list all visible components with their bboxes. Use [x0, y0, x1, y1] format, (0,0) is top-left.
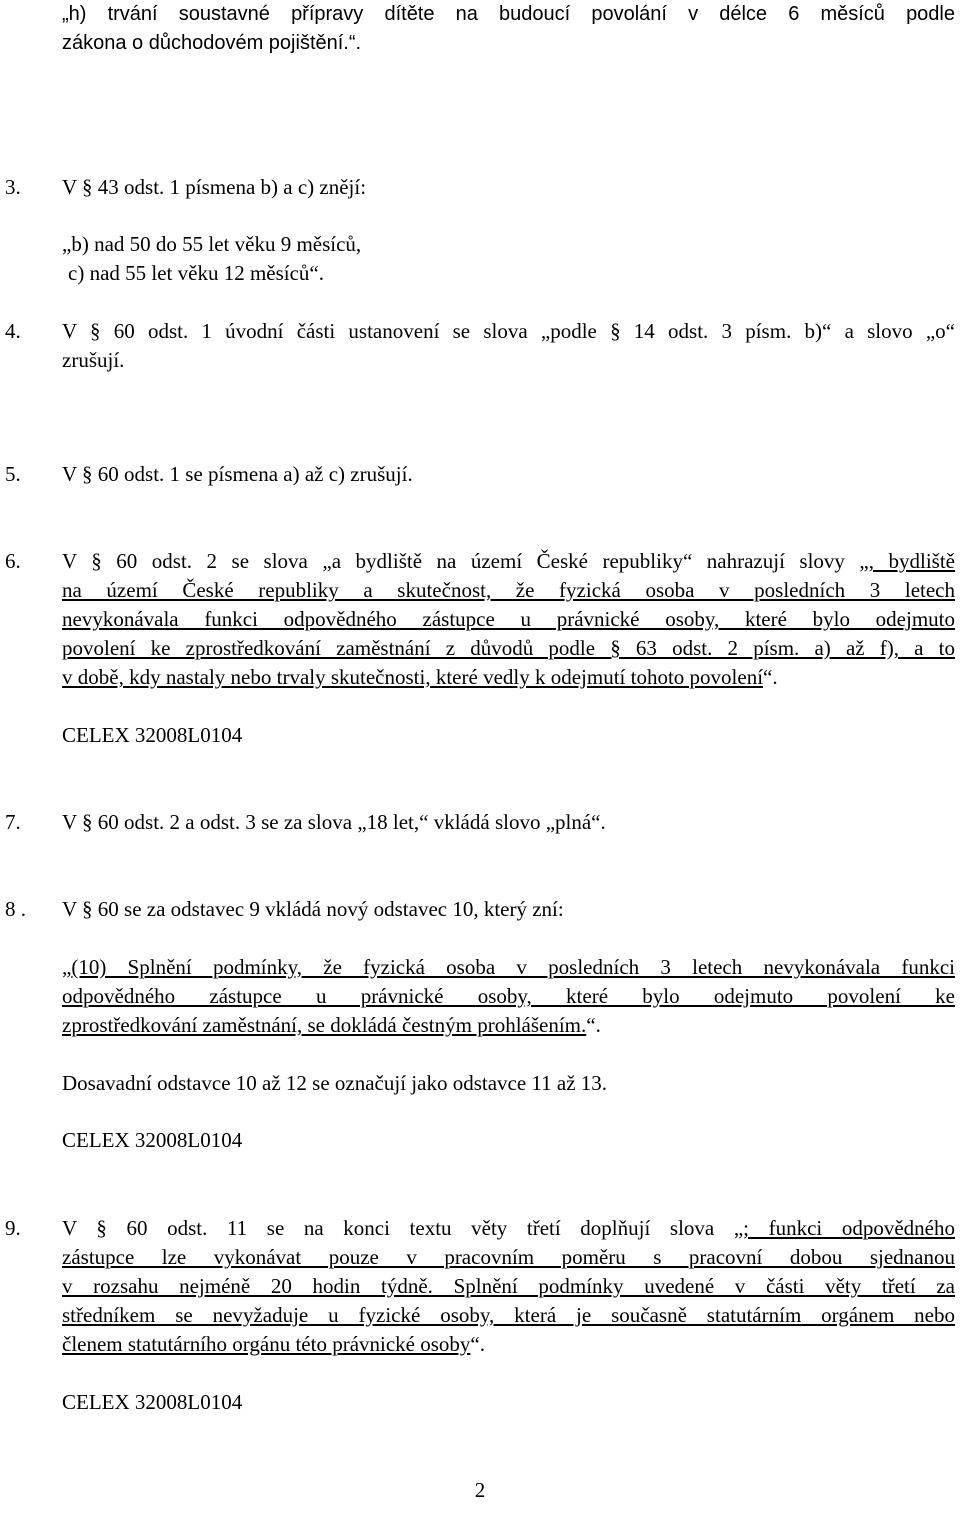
text-line: odpovědného zástupce u právnické osoby, které bylo odejmuto povolení ke — [62, 984, 955, 1008]
text-line: zástupce lze vykonávat pouze v pracovním poměru s pracovní dobou sjednanou — [62, 1245, 955, 1269]
text-line: V § 60 odst. 1 úvodní části ustanovení se slova „podle § 14 odst. 3 písm. b)“ a slovo „o“ — [62, 319, 955, 343]
celex-reference: CELEX 32008L0104 — [62, 723, 243, 747]
text-line: V § 60 odst. 2 a odst. 3 se za slova „18 let,“ vkládá slovo „plná“. — [62, 810, 606, 834]
text-line: V § 60 odst. 1 se písmena a) až c) zrušují. — [62, 462, 413, 486]
text-line: středníkem se nevyžaduje u fyzické osoby, která je současně statutárním orgánem nebo — [62, 1303, 955, 1327]
item-number: 4. — [5, 319, 21, 343]
text-line: V § 43 odst. 1 písmena b) a c) znějí: — [62, 175, 367, 199]
text-line: v rozsahu nejméně 20 hodin týdně. Splnění podmínky uvedené v části věty třetí za — [62, 1274, 955, 1298]
text-line: „h) trvání soustavné přípravy dítěte na budoucí povolání v délce 6 měsíců podle — [62, 3, 955, 25]
item-number: 8 . — [5, 897, 26, 921]
text-line: V § 60 odst. 11 se na konci textu věty třetí doplňují slova „; funkci odpovědného — [62, 1216, 955, 1240]
text-line: V § 60 se za odstavec 9 vkládá nový odstavec 10, který zní: — [62, 897, 564, 921]
item-number: 9. — [5, 1216, 21, 1240]
text-line: „b) nad 50 do 55 let věku 9 měsíců, — [62, 232, 362, 256]
text-line: na území České republiky a skutečnost, že fyzická osoba v posledních 3 letech — [62, 578, 955, 602]
celex-reference: CELEX 32008L0104 — [62, 1390, 243, 1414]
item-number: 5. — [5, 462, 21, 486]
text-line: zprostředkování zaměstnání, se dokládá čestným prohlášením.“. — [62, 1013, 601, 1037]
text-line: zrušují. — [62, 348, 125, 372]
text-line: zákona o důchodovém pojištění.“. — [62, 32, 362, 54]
text-line: v době, kdy nastaly nebo trvaly skutečnosti, které vedly k odejmutí tohoto povolení“. — [62, 665, 778, 689]
celex-reference: CELEX 32008L0104 — [62, 1128, 243, 1152]
text-line: c) nad 55 let věku 12 měsíců“. — [68, 261, 324, 285]
text-line: povolení ke zprostředkování zaměstnání z důvodů podle § 63 odst. 2 písm. a) až f), a to — [62, 636, 955, 660]
item-number: 7. — [5, 810, 21, 834]
text-line: V § 60 odst. 2 se slova „a bydliště na území České republiky“ nahrazují slovy „, bydliště — [62, 549, 955, 573]
item-number: 6. — [5, 549, 21, 573]
text-line: členem statutárního orgánu této právnické osoby“. — [62, 1332, 485, 1356]
text-line: Dosavadní odstavce 10 až 12 se označují jako odstavce 11 až 13. — [62, 1071, 608, 1095]
page-number: 2 — [474, 1478, 486, 1502]
text-line: „(10) Splnění podmínky, že fyzická osoba v posledních 3 letech nevykonávala funkci — [62, 955, 955, 979]
text-line: nevykonávala funkci odpovědného zástupce u právnické osoby, které bylo odejmuto — [62, 607, 955, 631]
item-number: 3. — [5, 175, 21, 199]
